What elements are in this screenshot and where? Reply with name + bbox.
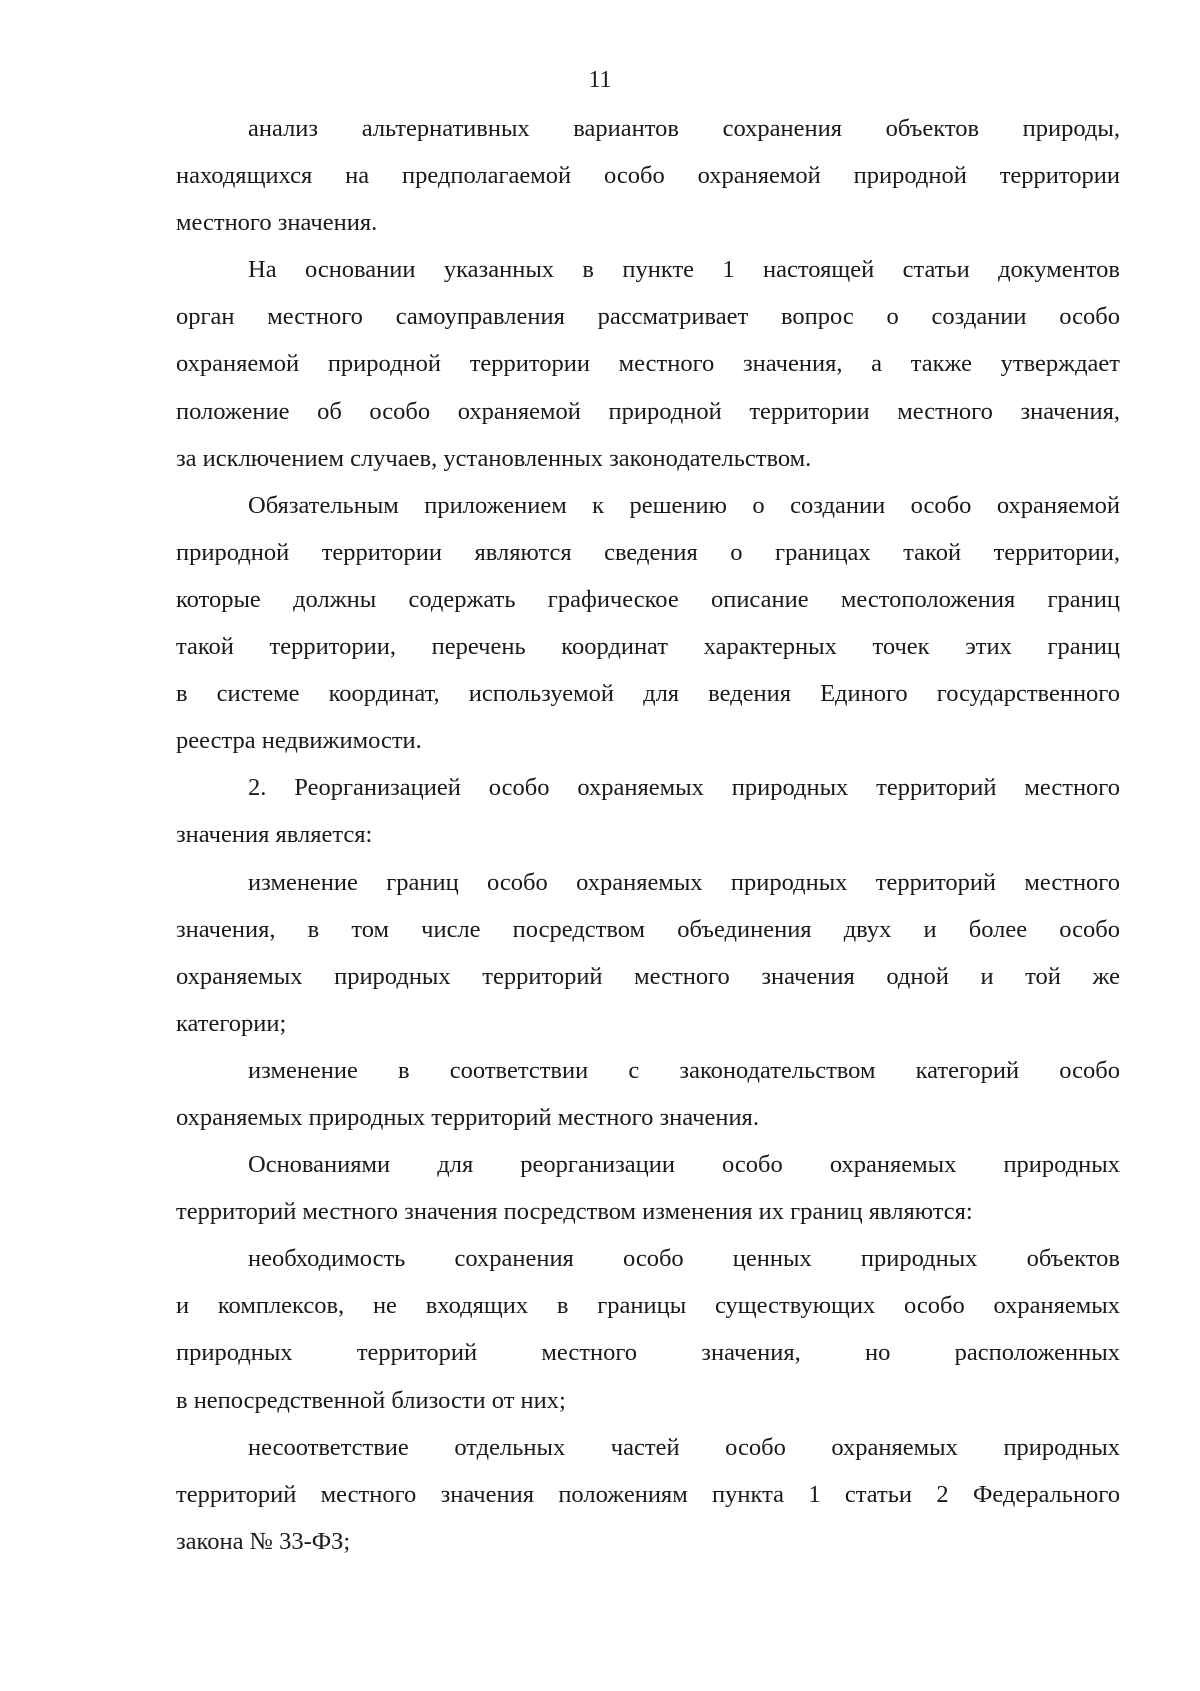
page-number: 11 — [588, 67, 612, 93]
text-line: в непосредственной близости от них; — [176, 1386, 566, 1414]
paragraph — [176, 1424, 1120, 1565]
text-line: природных территорий местного значения, но расположенных — [176, 1339, 1120, 1367]
text-line: реестра недвижимости. — [176, 727, 422, 755]
text-line: которые должны содержать графическое описание местоположения границ — [176, 585, 1120, 613]
text-line: охраняемой природной территории местного значения, а также утверждает — [176, 350, 1120, 378]
text-line: территорий местного значения посредством изменения их границ являются: — [176, 1198, 973, 1226]
text-line: анализ альтернативных вариантов сохранения объектов природы, — [248, 115, 1120, 142]
text-line: и комплексов, не входящих в границы существующих особо охраняемых — [176, 1292, 1120, 1320]
text-line: На основании указанных в пункте 1 настоящей статьи документов — [248, 256, 1120, 284]
paragraph — [176, 859, 1120, 1047]
text-line: в системе координат, используемой для ведения Единого государственного — [176, 680, 1120, 708]
document-body — [176, 105, 1120, 1565]
text-line: изменение границ особо охраняемых природных территорий местного — [248, 868, 1120, 896]
text-line: 2. Реорганизацией особо охраняемых природных территорий местного — [248, 774, 1120, 802]
text-line: значения, в том числе посредством объединения двух и более особо — [176, 915, 1120, 943]
text-line: охраняемых природных территорий местного значения одной и той же — [176, 962, 1120, 990]
text-line: несоответствие отдельных частей особо охраняемых природных — [248, 1433, 1120, 1461]
text-line: изменение в соответствии с законодательством категорий особо — [248, 1056, 1120, 1084]
text-line: необходимость сохранения особо ценных природных объектов — [248, 1245, 1120, 1273]
text-line: находящихся на предполагаемой особо охраняемой природной территории — [176, 162, 1120, 190]
text-line: положение об особо охраняемой природной территории местного значения, — [176, 397, 1120, 425]
text-line: Основаниями для реорганизации особо охраняемых природных — [248, 1151, 1120, 1179]
text-line: охраняемых природных территорий местного значения. — [176, 1103, 759, 1131]
text-line: категории; — [176, 1009, 287, 1037]
text-line: такой территории, перечень координат характерных точек этих границ — [176, 633, 1120, 661]
paragraph — [176, 1235, 1120, 1423]
text-line: природной территории являются сведения о границах такой территории, — [176, 538, 1120, 566]
paragraph — [176, 1047, 1120, 1141]
paragraph — [176, 1141, 1120, 1235]
text-line: орган местного самоуправления рассматривает вопрос о создании особо — [176, 303, 1120, 331]
text-line: местного значения. — [176, 209, 378, 237]
paragraph — [176, 246, 1120, 481]
paragraph — [176, 482, 1120, 765]
text-line: значения является: — [176, 821, 373, 849]
paragraph — [176, 764, 1120, 858]
text-line: закона № 33-ФЗ; — [176, 1527, 351, 1555]
text-line: территорий местного значения положениям пункта 1 статьи 2 Федерального — [176, 1480, 1120, 1508]
paragraph — [176, 105, 1120, 246]
text-line: за исключением случаев, установленных законодательством. — [176, 444, 812, 472]
text-line: Обязательным приложением к решению о создании особо охраняемой — [248, 491, 1120, 519]
